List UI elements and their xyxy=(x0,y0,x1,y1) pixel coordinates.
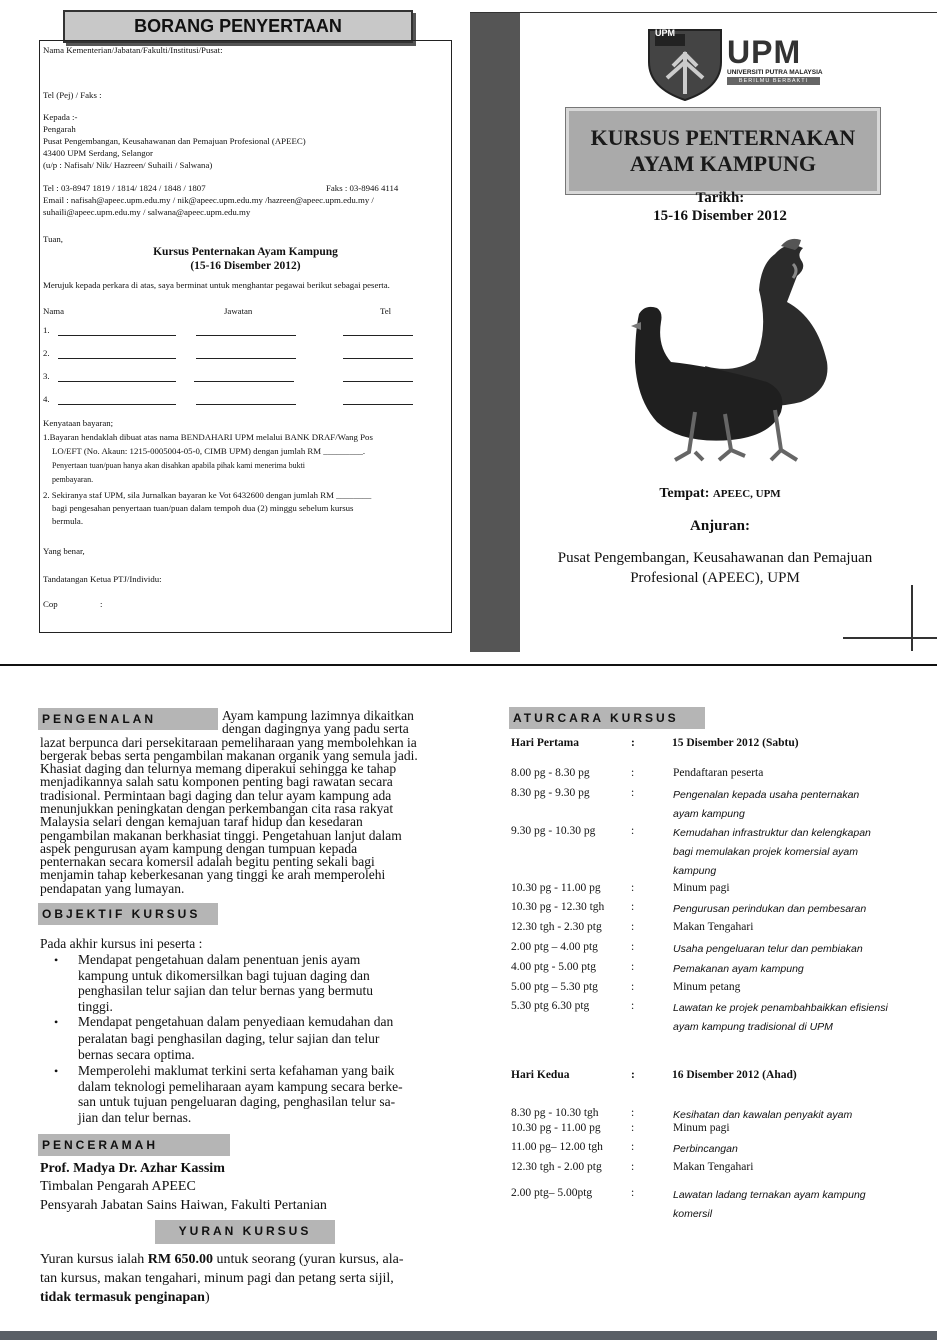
objective-line: kampung untuk dikomersilkan bagi tujuan daging dan xyxy=(78,967,370,983)
intro-line: bergerak bebas serta pengambilan makanan organik yang semula jadi. xyxy=(40,748,418,763)
schedule-activity: Makan Tengahari xyxy=(673,921,754,933)
schedule-colon: : xyxy=(631,882,635,894)
intro-line: menjadikannya salah satu komponen penting bagi rawatan secara xyxy=(40,774,393,789)
schedule-colon: : xyxy=(631,1107,635,1119)
schedule-colon: : xyxy=(631,1141,635,1153)
venue-value: APEEC, UPM xyxy=(712,488,781,500)
payment-text: 2. Sekiranya staf UPM, sila Jurnalkan bayaran ke Vot 6432600 dengan jumlah RM ________ xyxy=(43,490,372,500)
form-course-date: (15-16 Disember 2012) xyxy=(190,260,301,272)
schedule-activity: Minum pagi xyxy=(673,1122,730,1134)
schedule-time: 11.00 pg– 12.00 tgh xyxy=(511,1141,603,1153)
intro-line: dengan dagingnya yang padu serta xyxy=(222,721,409,736)
schedule-colon: : xyxy=(631,961,635,973)
intro-line: lazat berpunca dari persekitaraan pemeliharaan yang membolehkan ia xyxy=(40,735,417,750)
bottom-bar xyxy=(0,1331,937,1340)
objective-line: Mendapat pengetahuan dalam penyediaan kemudahan dan xyxy=(78,1014,394,1029)
schedule-activity: Usaha pengeluaran telur dan pembiakan xyxy=(673,943,863,955)
day2-label: Hari Kedua xyxy=(511,1069,570,1081)
schedule-activity: bagi memulakan projek komersial ayam xyxy=(673,846,858,858)
schedule-colon: : xyxy=(631,1069,635,1081)
schedule-colon: : xyxy=(631,941,635,953)
objective-line: san untuk tujuan pengeluaran daging, penghasilan telur sa- xyxy=(78,1094,396,1109)
organiser-label: Anjuran: xyxy=(689,518,750,534)
intro-line: pengambilan makanan berkhasiat tinggi. Pengetahuan lanjut dalam xyxy=(40,828,402,843)
objective-line: penghasilan telur sajian dan telur bernas yang bermutu xyxy=(78,983,374,998)
intro-line: penternakan secara komersil adalah begitu penting sekali bagi xyxy=(40,854,375,869)
schedule-activity: Kesihatan dan kawalan penyakit ayam xyxy=(673,1109,853,1121)
schedule-activity: Kemudahan infrastruktur dan kelengkapan xyxy=(673,827,871,839)
row-number: 1. xyxy=(43,325,50,335)
schedule-activity: Minum petang xyxy=(673,981,741,993)
schedule-activity: kampung xyxy=(673,865,717,877)
fax-line: Faks : 03-8946 4114 xyxy=(326,183,399,193)
objective-line: jian dan telur bernas. xyxy=(78,1109,192,1125)
fee-text-part: Yuran kursus ialah xyxy=(40,1252,145,1267)
venue-label: Tempat: xyxy=(659,486,710,501)
payment-text: bagi pengesahan penyertaan tuan/puan dalam tempoh dua (2) minggu sebelum kursus xyxy=(52,503,354,513)
organiser-line: Profesional (APEEC), UPM xyxy=(630,570,800,586)
objective-line: Memperolehi maklumat terkini serta kefahaman yang baik xyxy=(78,1063,395,1078)
col-position: Jawatan xyxy=(224,306,253,316)
schedule-activity: ayam kampung xyxy=(673,808,745,820)
schedule-colon: : xyxy=(631,825,635,837)
objectives-heading: OBJEKTIF KURSUS xyxy=(38,903,218,925)
to-line: (u/p : Nafisah/ Nik/ Hazreen/ Suhaili / Salwana) xyxy=(43,160,213,170)
form-title: BORANG PENYERTAAN xyxy=(63,10,413,43)
salutation: Tuan, xyxy=(43,234,63,244)
fee-exclusion: tidak termasuk penginapan xyxy=(40,1290,205,1305)
date-label: Tarikh: xyxy=(695,190,745,206)
speaker-name: Prof. Madya Dr. Azhar Kassim xyxy=(40,1161,225,1176)
upm-wordmark: UPM xyxy=(727,34,802,70)
day1-label: Hari Pertama xyxy=(511,737,580,749)
objective-line: dalam teknologi pemeliharaan ayam kampung secara berke- xyxy=(78,1078,403,1094)
intro-line: aspek pengurusan ayam kampung dengan tumpuan kepada xyxy=(40,841,358,856)
schedule-colon: : xyxy=(631,921,635,933)
intro-line: menunjukkan peningkatan dengan perkembangan cita rasa rakyat xyxy=(40,801,394,816)
payment-text: pembayaran. xyxy=(52,475,94,484)
to-line: Pengarah xyxy=(43,124,76,134)
schedule-activity: Pengurusan perindukan dan pembesaran xyxy=(673,903,867,915)
bullet-icon: • xyxy=(54,953,59,967)
schedule-activity: Makan Tengahari xyxy=(673,1161,754,1173)
intro-line: pendapatan yang lumayan. xyxy=(40,881,185,896)
schedule-colon: : xyxy=(631,737,635,749)
upm-motto: BERILMU BERBAKTI xyxy=(727,77,820,85)
organiser-line: Pusat Pengembangan, Keusahawanan dan Pemajuan xyxy=(557,550,873,566)
row-number: 2. xyxy=(43,348,50,358)
schedule-time: 8.00 pg - 8.30 pg xyxy=(511,767,590,779)
upm-subtitle: UNIVERSITI PUTRA MALAYSIA xyxy=(727,69,823,76)
cover-title-line: KURSUS PENTERNAKAN xyxy=(590,125,856,150)
row-number: 3. xyxy=(43,371,50,381)
payment-heading: Kenyataan bayaran; xyxy=(43,418,114,428)
schedule-time: 12.30 tgh - 2.30 ptg xyxy=(511,921,602,933)
col-tel: Tel xyxy=(380,306,392,316)
speaker-role: Timbalan Pengarah APEEC xyxy=(40,1179,196,1194)
bullet-icon: • xyxy=(54,1015,59,1029)
schedule-activity: Lawatan ke projek penambahbaikkan efisiensi xyxy=(673,1002,888,1014)
to-line: 43400 UPM Serdang, Selangor xyxy=(43,148,153,158)
to-line: Pusat Pengembangan, Keusahawanan dan Pemajuan Profesional (APEEC) xyxy=(43,136,306,146)
crest-badge-text: UPM xyxy=(655,28,675,38)
schedule-time: 9.30 pg - 10.30 pg xyxy=(511,825,596,837)
payment-text: 1.Bayaran hendaklah dibuat atas nama BENDAHARI UPM melalui BANK DRAF/Wang Pos xyxy=(43,432,373,442)
schedule-colon: : xyxy=(631,1161,635,1173)
fee-text-part: tan kursus, makan tengahari, minum pagi dan petang serta sijil, xyxy=(40,1271,394,1286)
stamp-label: Cop xyxy=(43,599,58,609)
payment-text: Penyertaan tuan/puan hanya akan disahkan apabila pihak kami menerima bukti xyxy=(52,461,306,470)
bullet-icon: • xyxy=(54,1064,59,1078)
schedule-colon: : xyxy=(631,787,635,799)
schedule-activity: ayam kampung tradisional di UPM xyxy=(673,1021,833,1033)
objective-line: bernas secara optima. xyxy=(78,1047,195,1062)
fee-text-part: ) xyxy=(204,1290,210,1305)
intro-line: menjamin tahap keberkesanan yang tinggi ke arah memperolehi xyxy=(40,867,386,882)
schedule-activity: Perbincangan xyxy=(673,1143,738,1155)
form-intro: Merujuk kepada perkara di atas, saya berminat untuk menghantar pegawai berikut sebagai peserta. xyxy=(43,280,390,290)
fee-heading: YURAN KURSUS xyxy=(155,1220,335,1244)
schedule-activity: Pengenalan kepada usaha penternakan xyxy=(673,789,860,801)
speaker-heading: PENCERAMAH xyxy=(38,1134,230,1156)
objective-line: peralatan bagi penghasilan daging, telur sajian dan telur xyxy=(78,1030,380,1046)
fee-text-part: untuk seorang (yuran kursus, ala- xyxy=(216,1252,404,1267)
schedule-heading: ATURCARA KURSUS xyxy=(509,707,705,729)
fee-amount: RM 650.00 xyxy=(147,1252,214,1267)
closing: Yang benar, xyxy=(43,546,85,556)
intro-line: tradisional. Permintaan bagi daging dan telur ayam kampung ada xyxy=(40,788,392,803)
form-course-title: Kursus Penternakan Ayam Kampung xyxy=(153,246,338,258)
ministry-label: Nama Kementerian/Jabatan/Fakulti/Institusi/Pusat: xyxy=(43,45,223,55)
schedule-time: 8.30 pg - 10.30 tgh xyxy=(511,1107,599,1119)
schedule-time: 5.00 ptg – 5.30 ptg xyxy=(511,981,598,993)
to-label: Kepada :- xyxy=(43,112,78,122)
payment-text: bermula. xyxy=(52,516,84,526)
schedule-time: 2.00 ptg – 4.00 ptg xyxy=(511,941,598,953)
schedule-activity: Pendaftaran peserta xyxy=(673,767,764,779)
objective-line: Mendapat pengetahuan dalam penentuan jenis ayam xyxy=(78,952,361,967)
schedule-activity: Minum pagi xyxy=(673,882,730,894)
email-line: suhaili@apeec.upm.edu.my / salwana@apeec.upm.edu.my xyxy=(43,207,251,217)
tel-fax-label: Tel (Pej) / Faks : xyxy=(43,90,102,100)
payment-text: LO/EFT (No. Akaun: 1215-0005004-05-0, CIMB UPM) dengan jumlah RM _________. xyxy=(52,446,366,456)
signature-label: Tandatangan Ketua PTJ/Individu: xyxy=(43,574,162,584)
stamp-colon: : xyxy=(100,599,103,609)
cover-title-line: AYAM KAMPUNG xyxy=(630,151,816,176)
date-value: 15-16 Disember 2012 xyxy=(653,208,787,224)
row-number: 4. xyxy=(43,394,50,404)
intro-line: Malaysia selari dengan kemajuan taraf hidup dan kesedaran xyxy=(40,814,363,829)
schedule-time: 10.30 pg - 12.30 tgh xyxy=(511,901,605,913)
schedule-colon: : xyxy=(631,1122,635,1134)
schedule-time: 4.00 ptg - 5.00 ptg xyxy=(511,961,596,973)
schedule-colon: : xyxy=(631,901,635,913)
schedule-activity: Pemakanan ayam kampung xyxy=(673,963,804,975)
speaker-role: Pensyarah Jabatan Sains Haiwan, Fakulti Pertanian xyxy=(40,1198,327,1213)
schedule-time: 5.30 ptg 6.30 ptg xyxy=(511,1000,590,1012)
schedule-colon: : xyxy=(631,767,635,779)
intro-heading: PENGENALAN xyxy=(38,708,218,730)
schedule-time: 10.30 pg - 11.00 pg xyxy=(511,882,601,894)
objective-line: tinggi. xyxy=(78,998,113,1014)
intro-line: Khasiat daging dan telurnya memang diperakui sehingga ke tahap xyxy=(40,761,397,776)
schedule-time: 10.30 pg - 11.00 pg xyxy=(511,1122,601,1134)
schedule-colon: : xyxy=(631,1000,635,1012)
schedule-time: 2.00 ptg– 5.00ptg xyxy=(511,1187,593,1199)
day1-date: 15 Disember 2012 (Sabtu) xyxy=(672,737,799,749)
schedule-activity: Lawatan ladang ternakan ayam kampung xyxy=(673,1189,866,1201)
schedule-time: 8.30 pg - 9.30 pg xyxy=(511,787,590,799)
schedule-colon: : xyxy=(631,1187,635,1199)
intro-line: Ayam kampung lazimnya dikaitkan xyxy=(222,708,414,723)
schedule-activity: komersil xyxy=(673,1208,713,1220)
schedule-colon: : xyxy=(631,981,635,993)
schedule-time: 12.30 tgh - 2.00 ptg xyxy=(511,1161,602,1173)
tel-line: Tel : 03-8947 1819 / 1814/ 1824 / 1848 / 1807 xyxy=(43,183,206,193)
objectives-lead: Pada akhir kursus ini peserta : xyxy=(40,936,203,951)
col-name: Nama xyxy=(43,306,65,316)
email-line: Email : nafisah@apeec.upm.edu.my / nik@apeec.upm.edu.my /hazreen@apeec.upm.edu.my / xyxy=(43,195,374,205)
day2-date: 16 Disember 2012 (Ahad) xyxy=(672,1069,797,1081)
